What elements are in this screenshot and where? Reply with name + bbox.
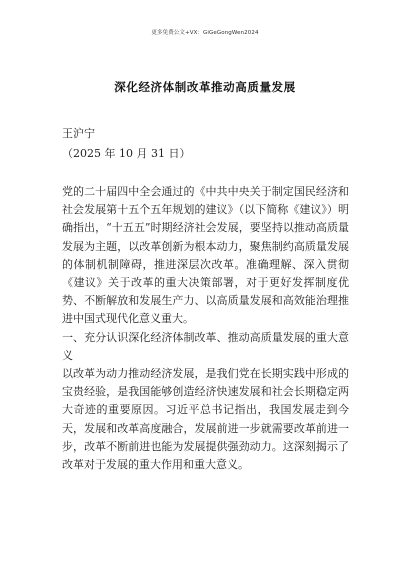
author-name: 王沪宁: [62, 127, 95, 140]
document-date: （2025 年 10 月 31 日）: [62, 147, 191, 160]
section-heading: 一、充分认识深化经济体制改革、推动高质量发展的重大意义: [62, 330, 349, 362]
header-note: 更多免费公文+VX：GiGeGongWen2024: [151, 30, 259, 36]
document-body: [62, 183, 349, 474]
intro-paragraph: 党的二十届四中全会通过的《中共中央关于制定国民经济和社会发展第十五个五年规划的建议》（以下简称《建议》）明确指出，“十五五”时期经济社会发展，要坚持以推动高质量发展为主题，以改革创新为根本动力，聚焦制约高质量发展的体制机制障碍，推进深层次改革。准确理解、深入贯彻《建议》关于改革的重大决策部署，对于更好发挥制度优势、不断解放和发展生产力、以高质量发展和高效能治理推进中国式现代化意义重大。: [62, 185, 349, 326]
section-paragraph: 以改革为动力推动经济发展，是我们党在长期实践中形成的宝贵经验，是我国能够创造经济快速发展和社会长期稳定两大奇迹的重要原因。习近平总书记指出，我国发展走到今天，发展和改革高度融合，发展前进一步就需要改革前进一步，改革不断前进也能为发展提供强劲动力。这深刻揭示了改革对于发展的重大作用和重大意义。: [62, 367, 349, 472]
document-title: 深化经济体制改革推动高质量发展: [114, 80, 296, 94]
